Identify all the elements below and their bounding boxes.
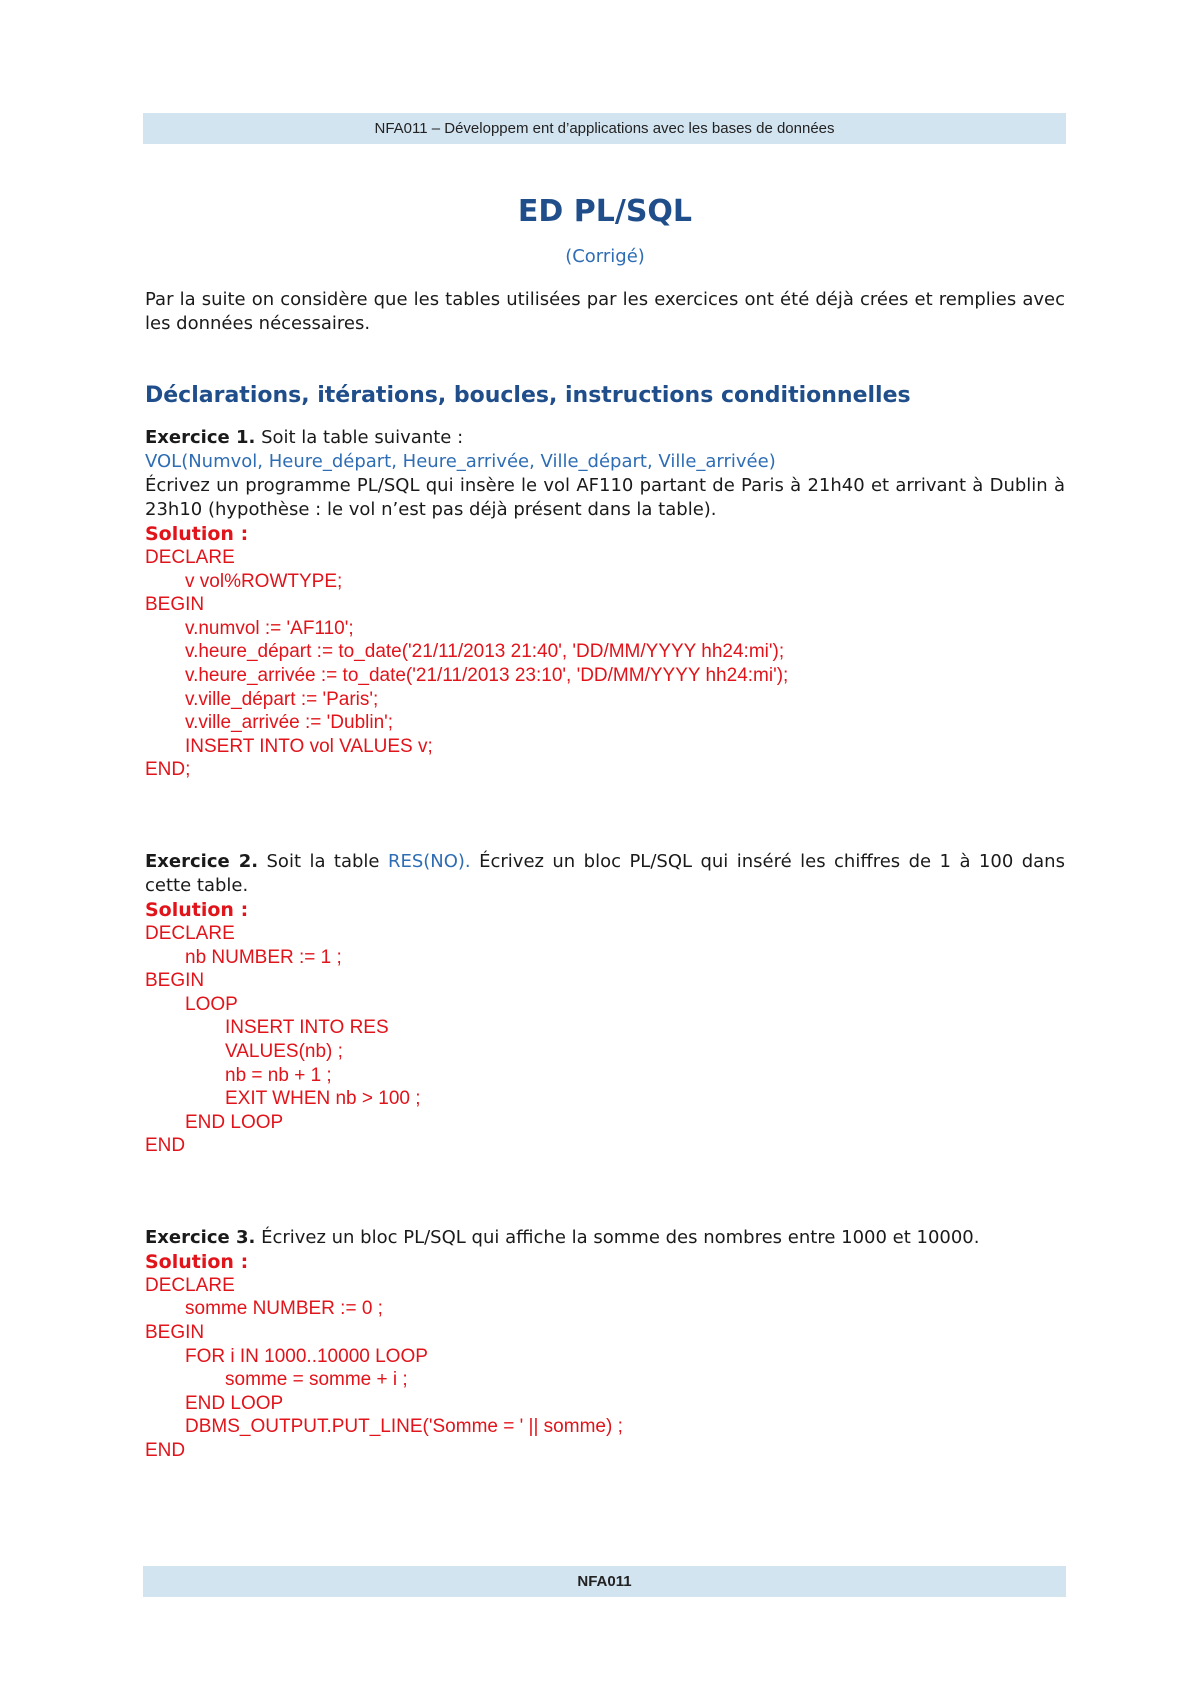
document-title: ED PL/SQL bbox=[517, 194, 693, 229]
header-text: NFA011 – Développem ent d’applications avec les bases de données bbox=[374, 120, 835, 137]
exercise-2-table: RES(NO). bbox=[387, 850, 471, 872]
code-line: nb NUMBER := 1 ; bbox=[185, 946, 342, 968]
code-line: INSERT INTO vol VALUES v; bbox=[185, 735, 433, 757]
code-line: DECLARE bbox=[145, 922, 235, 944]
code-line: DBMS_OUTPUT.PUT_LINE('Somme = ' || somme) ; bbox=[185, 1416, 623, 1438]
code-line: END bbox=[145, 1440, 186, 1462]
code-line: v.heure_arrivée := to_date('21/11/2013 23:10', 'DD/MM/YYYY hh24:mi'); bbox=[185, 664, 789, 686]
code-line: somme NUMBER := 0 ; bbox=[185, 1298, 383, 1320]
exercise-3-solution-label: Solution : bbox=[145, 1250, 249, 1273]
exercise-2-label: Exercice 2. bbox=[145, 850, 259, 872]
code-line: FOR i IN 1000..10000 LOOP bbox=[185, 1345, 428, 1367]
exercise-3-statement bbox=[145, 1226, 1065, 1250]
exercise-2-solution-label: Solution : bbox=[145, 898, 249, 921]
code-line: END; bbox=[145, 759, 191, 781]
code-line: v vol%ROWTYPE; bbox=[185, 570, 343, 592]
exercise-3-code bbox=[145, 1274, 1065, 1463]
code-line: LOOP bbox=[185, 993, 238, 1015]
intro-paragraph: Par la suite on considère que les tables utilisées par les exercices ont été déjà crées et remplies avec les données nécessaires. bbox=[145, 289, 1065, 334]
exercise-2-code bbox=[145, 922, 1065, 1158]
footer-text: NFA011 bbox=[577, 1573, 632, 1590]
exercise-1-text: Écrivez un programme PL/SQL qui insère le vol AF110 partant de Paris à 21h40 et arrivant à Dublin à 23h10 (hypothèse : le vol n’est pas déjà présent dans la table). bbox=[145, 475, 1065, 520]
code-line: v.numvol := 'AF110'; bbox=[185, 617, 354, 639]
code-line: BEGIN bbox=[145, 1322, 205, 1344]
exercise-1-schema: VOL(Numvol, Heure_départ, Heure_arrivée, Ville_départ, Ville_arrivée) bbox=[145, 451, 776, 472]
code-line: v.ville_départ := 'Paris'; bbox=[185, 688, 379, 710]
exercise-1-intro: Soit la table suivante : bbox=[255, 427, 464, 448]
code-line: DECLARE bbox=[145, 1274, 235, 1296]
exercise-1-statement bbox=[145, 426, 1065, 450]
code-line: END LOOP bbox=[185, 1392, 284, 1414]
exercise-2-statement bbox=[145, 850, 1065, 898]
code-line: BEGIN bbox=[145, 594, 205, 616]
page-header bbox=[143, 113, 1066, 144]
code-line: VALUES(nb) ; bbox=[225, 1040, 343, 1062]
code-line: EXIT WHEN nb > 100 ; bbox=[225, 1088, 421, 1110]
exercise-1 bbox=[145, 426, 1065, 782]
code-line: INSERT INTO RES bbox=[225, 1017, 389, 1039]
code-line: DECLARE bbox=[145, 547, 235, 568]
exercise-1-solution-label: Solution : bbox=[145, 523, 249, 545]
page-content bbox=[145, 190, 1065, 1463]
exercise-2-text-b: Écrivez un bloc PL/SQL qui inséré les chiffres de 1 à 100 dans cette table. bbox=[145, 850, 1065, 896]
code-line: nb = nb + 1 ; bbox=[225, 1064, 332, 1086]
exercise-3-label: Exercice 3. bbox=[145, 1226, 256, 1248]
code-line: BEGIN bbox=[145, 970, 205, 992]
exercise-2 bbox=[145, 850, 1065, 1158]
document-subtitle: (Corrigé) bbox=[565, 246, 645, 267]
exercise-1-code bbox=[145, 546, 1065, 782]
exercise-3-text: Écrivez un bloc PL/SQL qui affiche la somme des nombres entre 1000 et 10000. bbox=[255, 1226, 980, 1248]
code-line: END LOOP bbox=[185, 1111, 284, 1133]
page-footer bbox=[143, 1566, 1066, 1597]
code-line: v.heure_départ := to_date('21/11/2013 21:40', 'DD/MM/YYYY hh24:mi'); bbox=[185, 641, 785, 663]
exercise-3 bbox=[145, 1226, 1065, 1463]
exercise-1-label: Exercice 1. bbox=[145, 427, 256, 448]
code-line: v.ville_arrivée := 'Dublin'; bbox=[185, 712, 394, 734]
section-title: Déclarations, itérations, boucles, instructions conditionnelles bbox=[145, 383, 911, 408]
code-line: somme = somme + i ; bbox=[225, 1369, 408, 1391]
exercise-2-text-a: Soit la table bbox=[258, 850, 388, 872]
code-line: END bbox=[145, 1135, 186, 1157]
